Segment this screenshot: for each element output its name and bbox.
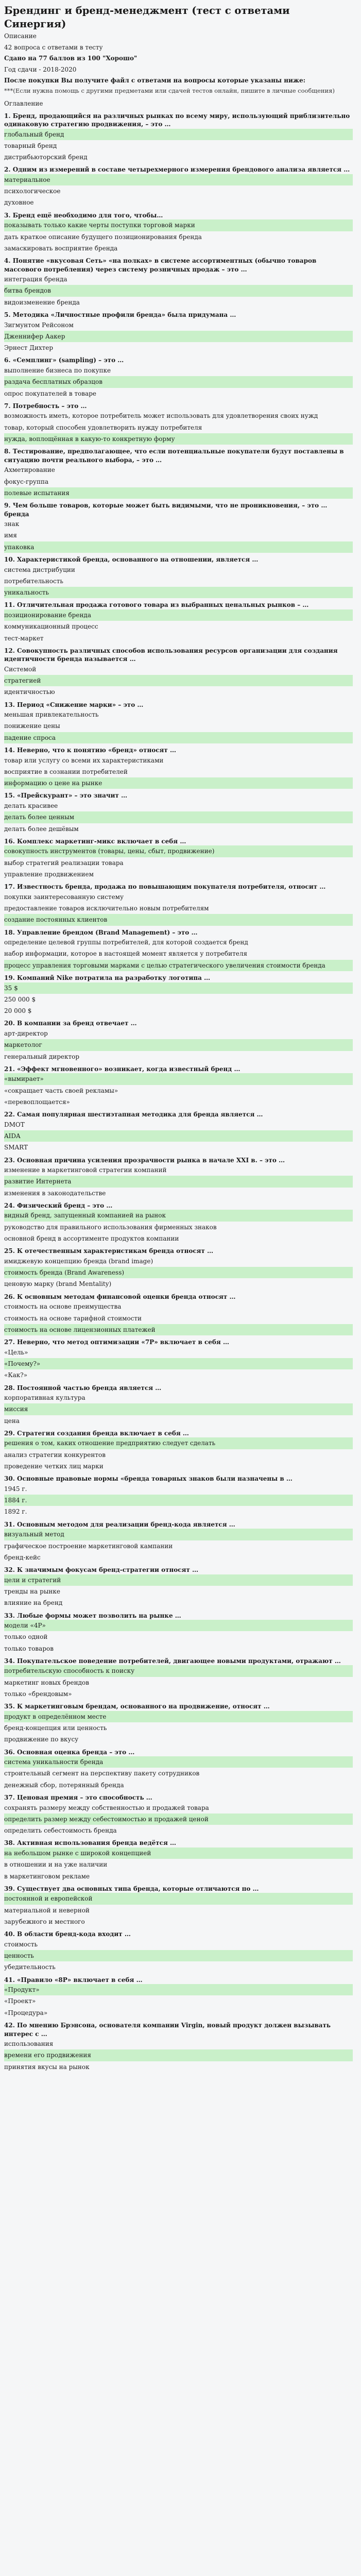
answer-option-correct: упаковка [4, 541, 353, 553]
question-text: 6. «Семплинг» (sampling) – это … [4, 357, 124, 364]
answer-option: проведение четких лиц марки [4, 1463, 104, 1470]
answer-option: интеграция бренда [4, 276, 67, 283]
question-text: 4. Понятие «вкусовая Сеть» «на полках» в системе ассортиментных (обычно товаров массового потребления) через систему розничных продаж – это … [4, 257, 317, 273]
answer-option: влияние на бренд [4, 1599, 63, 1607]
document-meta [4, 31, 353, 87]
answer-option: принятия вкусы на рынок [4, 2063, 90, 2071]
question-block [4, 1475, 353, 1517]
answer-option-correct: создание постоянных клиентов [4, 914, 353, 925]
answer-option-correct: цели и стратегий [4, 1574, 353, 1586]
question-text: 5. Методика «Личностные профили бренда» была придумана … [4, 311, 236, 319]
question-block [4, 1384, 353, 1427]
answer-option: изменение в маркетинговой стратегии компаний [4, 1166, 167, 1174]
answer-option: 250 000 $ [4, 995, 36, 1003]
question-text: 20. В компании за бренд отвечает … [4, 1020, 137, 1027]
question-block [4, 1839, 353, 1882]
question-text: 18. Управление брендом (Brand Management) – это … [4, 928, 198, 936]
question-text: 34. Покупательское поведение потребителей, двигающее новыми продуктами, отражают … [4, 1657, 341, 1665]
question-block [4, 1019, 353, 1062]
question-text: 30. Основные правовые нормы «бренда товарных знаков были назначены в … [4, 1475, 293, 1483]
answer-option: стоимость [4, 1940, 38, 1948]
answer-option: в отношении и на уже наличии [4, 1861, 108, 1869]
answer-option: замаскировать восприятие бренда [4, 244, 118, 252]
question-block [4, 257, 353, 308]
question-text: 9. Чем больше товаров, которые может быть видимыми, что не проникновения, – это … бренда [4, 502, 328, 518]
answer-option-correct: 1884 г. [4, 1495, 353, 1506]
answer-option: имя [4, 532, 17, 539]
answer-option-correct: показывать только какие черты поступки торговой марки [4, 219, 353, 231]
answer-option: «Процедура» [4, 2009, 48, 2016]
question-block [4, 501, 353, 553]
answer-option: стоимость на основе преимущества [4, 1303, 122, 1311]
question-block [4, 1930, 353, 1973]
answer-option: Ахметирование [4, 466, 55, 474]
answer-option: материальной и неверной [4, 1906, 90, 1914]
question-block [4, 447, 353, 499]
answer-option-correct: материальное [4, 174, 353, 185]
note-text: ***(Если нужна помощь с другими предметами или сдачей тестов онлайн, пишите в личные сообщения) [4, 87, 335, 94]
question-text: 28. Постоянной частью бренда является … [4, 1384, 162, 1392]
answer-option-correct: стоимость на основе лицензионных платежей [4, 1324, 353, 1335]
answer-option: генеральный директор [4, 1053, 80, 1060]
question-block [4, 211, 353, 254]
answer-option: определить себестоимость бренда [4, 1827, 117, 1835]
question-block [4, 701, 353, 743]
answer-option: 20 000 $ [4, 1007, 32, 1015]
answer-option: система дистрибуции [4, 566, 75, 573]
answer-option: Зигмунтом Рейсоном [4, 321, 74, 329]
answer-option: предоставление товаров исключительно новым потребителям [4, 905, 209, 912]
question-block [4, 1702, 353, 1745]
answer-option: делать красивее [4, 802, 58, 809]
question-block [4, 837, 353, 880]
question-block [4, 555, 353, 598]
answer-option-correct: информацию о цене на рынке [4, 777, 353, 789]
question-text: 14. Неверно, что к понятию «бренд» относят … [4, 747, 177, 754]
answer-option: выбор стратегий реализации товара [4, 859, 124, 867]
question-block [4, 974, 353, 1016]
answer-option: духовное [4, 199, 34, 207]
answer-option: делать более дешёвым [4, 825, 79, 833]
answer-option-correct: миссия [4, 1403, 353, 1415]
question-text: 7. Потребность – это … [4, 402, 87, 410]
meta-line: 42 вопроса с ответами в тесту [4, 43, 103, 51]
answer-option-correct: система уникальности бренда [4, 1756, 353, 1768]
answer-option: убедительность [4, 1963, 56, 1971]
question-block [4, 1793, 353, 1836]
answer-option: сохранять размеру между собственностью и продажей товара [4, 1804, 209, 1811]
question-block [4, 1429, 353, 1472]
answer-option: товар или услугу со всеми их характеристиками [4, 756, 164, 764]
question-text: 22. Самая популярная шестиэтапная методика для бренда является … [4, 1111, 263, 1118]
question-block [4, 746, 353, 789]
question-text: 42. По мнению Брэнсона, основателя компании Virgin, новый продукт должен вызывать интерес с … [4, 2022, 331, 2038]
question-text: 10. Характеристикой бренда, основанного на отношении, является … [4, 556, 259, 564]
question-block [4, 1156, 353, 1199]
question-block [4, 1520, 353, 1563]
meta-line: Описание [4, 32, 37, 40]
question-block [4, 1110, 353, 1153]
answer-option-correct: AIDA [4, 1130, 353, 1142]
answer-option: дистрибьюторский бренд [4, 154, 88, 161]
answer-option-correct: «вымирает» [4, 1073, 353, 1084]
answer-option-correct: раздача бесплатных образцов [4, 376, 353, 387]
answer-option-correct: продукт в определённом месте [4, 1711, 353, 1722]
question-block [4, 1566, 353, 1608]
answer-option: только одной [4, 1633, 48, 1641]
answer-option: строительный сегмент на перспективу пакету сотрудников [4, 1770, 200, 1777]
answer-option: DMOT [4, 1121, 25, 1128]
answer-option-correct: позиционирование бренда [4, 609, 353, 621]
answer-option: SMART [4, 1144, 28, 1151]
question-block [4, 2021, 353, 2073]
question-block [4, 1338, 353, 1381]
answer-option: потребительность [4, 577, 63, 585]
answer-option: только «брендовым» [4, 1690, 72, 1698]
answer-option: бренд-кейс [4, 1553, 41, 1561]
answer-option: «Как?» [4, 1371, 28, 1379]
answer-option-correct: развитие Интернета [4, 1176, 353, 1187]
question-block [4, 1201, 353, 1244]
answer-option-correct: стратегией [4, 675, 353, 686]
question-text: 27. Неверно, что метод оптимизации «7P» включает в себя … [4, 1338, 229, 1346]
question-block [4, 1247, 353, 1290]
question-text: 15. «Прейскурант» – это значит … [4, 792, 128, 800]
answer-option: цена [4, 1417, 20, 1425]
answer-option: тренды на рынке [4, 1587, 60, 1595]
answer-option-correct: визуальный метод [4, 1529, 353, 1540]
answer-option-correct: Дженнифер Аакер [4, 331, 353, 342]
answer-option: фокус-группа [4, 478, 49, 485]
answer-option-correct: падение спроса [4, 732, 353, 743]
answer-option: дать краткое описание будущего позиционирования бренда [4, 233, 202, 241]
answer-option: «Цель» [4, 1348, 28, 1356]
table-of-contents-heading: Оглавление [4, 99, 43, 107]
answer-option-correct: процесс управления торговыми марками с целью стратегического увеличения стоимости бренда [4, 960, 353, 971]
answer-option: тест-маркет [4, 634, 44, 642]
answer-option: психологическое [4, 188, 61, 195]
question-text: 39. Существует два основных типа бренда, которые отличаются по … [4, 1885, 259, 1892]
question-text: 21. «Эффект мгновенного» возникает, когда известный бренд … [4, 1065, 240, 1073]
question-block [4, 311, 353, 353]
answer-option: денежный сбор, потерянный бренда [4, 1781, 124, 1789]
question-block [4, 601, 353, 643]
answer-option: понижение цены [4, 722, 60, 730]
answer-option-correct: делать более ценным [4, 811, 353, 823]
question-text: 40. В области бренд-кода входит … [4, 1930, 131, 1938]
question-text: 24. Физический бренд – это … [4, 1201, 113, 1209]
question-text: 16. Комплекс маркетинг-микс включает в себя … [4, 837, 186, 845]
answer-option: бренд-концепция или ценность [4, 1724, 107, 1732]
question-text: 35. К маркетинговым брендам, основанного на продвижение, относят … [4, 1703, 270, 1710]
answer-option-correct: совокупность инструментов (товары, цены, сбыт, продвижение) [4, 845, 353, 857]
answer-option: «сокращает часть своей рекламы» [4, 1087, 118, 1094]
answer-option: покупки заинтересованную систему [4, 893, 124, 901]
question-text: 38. Активная использования бренда ведётся … [4, 1839, 177, 1847]
answer-option: товарный бренд [4, 142, 57, 149]
answer-option: основной бренд в ассортименте продуктов компании [4, 1235, 179, 1243]
answer-option: изменения в законодательстве [4, 1189, 106, 1197]
answer-option-correct: на небольшом рынке с широкой концепцией [4, 1848, 353, 1859]
answer-option: стоимость на основе тарифной стоимости [4, 1314, 142, 1322]
question-block [4, 647, 353, 698]
page-title: Брендинг и бренд-менеджмент (тест с ответами Синергия) [4, 5, 290, 30]
answer-option: управление продвижением [4, 870, 94, 878]
question-text: 25. К отечественным характеристикам бренда относят … [4, 1247, 214, 1255]
answer-option: 1892 г. [4, 1508, 27, 1516]
answer-option: Эрнест Дихтер [4, 344, 54, 352]
question-text: 12. Совокупность различных способов использования ресурсов организации для создания идентичности бренда называется … [4, 647, 338, 663]
question-text: 33. Любые формы может позволить на рынке … [4, 1612, 181, 1619]
answer-option-correct: постоянной и европейской [4, 1893, 353, 1904]
question-text: 19. Компаний Nike потратила на разработку логотипа … [4, 974, 211, 982]
answer-option: возможность иметь, которое потребитель может использовать для удовлетворения своих нужд [4, 412, 318, 420]
answer-option-correct: уникальность [4, 587, 353, 598]
question-text: 36. Основная оценка бренда – это … [4, 1748, 135, 1756]
question-block [4, 1748, 353, 1791]
question-block [4, 1065, 353, 1108]
question-text: 31. Основным методом для реализации бренд-кода является … [4, 1520, 235, 1528]
answer-option-correct: «Продукт» [4, 1984, 353, 1995]
question-text: 3. Бренд ещё необходимо для того, чтобы… [4, 211, 163, 219]
meta-line: Год сдачи - 2018-2020 [4, 65, 77, 73]
question-text: 29. Стратегия создания бренда включает в себя … [4, 1429, 189, 1437]
question-block [4, 356, 353, 399]
question-text: 26. К основным методам финансовой оценки бренда относят … [4, 1293, 236, 1300]
answer-option-correct: ценность [4, 1950, 353, 1961]
answer-option: анализ стратегии конкурентов [4, 1451, 106, 1459]
question-block [4, 1885, 353, 1927]
answer-option: графическое построение маркетинговой кампании [4, 1542, 173, 1550]
answer-option: видоизменение бренда [4, 298, 80, 306]
answer-option: товар, который способен удовлетворить нужду потребителя [4, 423, 202, 431]
question-block [4, 402, 353, 445]
question-block [4, 1612, 353, 1654]
question-block [4, 1293, 353, 1335]
meta-line: После покупки Вы получите файл с ответами на вопросы которые указаны ниже: [4, 77, 306, 84]
answer-option: арт-директор [4, 1029, 48, 1037]
question-text: 37. Ценовая премия – это способность … [4, 1794, 152, 1802]
question-text: 23. Основная причина усиления прозрачности рынка в начале XXI в. – это … [4, 1156, 285, 1164]
answer-option-correct: маркетолог [4, 1039, 353, 1050]
answer-option: выполнение бизнеса по покупке [4, 366, 111, 374]
answer-option-correct: модели «4P» [4, 1620, 353, 1631]
question-block [4, 791, 353, 834]
answer-option: коммуникационный процесс [4, 623, 98, 631]
question-block [4, 1976, 353, 2019]
answer-option-correct: полевые испытания [4, 487, 353, 499]
question-text: 2. Одним из измерений в составе четырехмерного измерения брендового анализа является … [4, 166, 350, 174]
answer-option-correct: битва брендов [4, 285, 353, 296]
meta-line: Сдано на 77 баллов из 100 "Хорошо" [4, 55, 137, 62]
question-text: 1. Бренд, продающийся на различных рынках по всему миру, использующий приблизительно одинаковую стратегию продвижения, – это … [4, 112, 350, 128]
answer-option: руководство для правильного использования фирменных знаков [4, 1223, 217, 1231]
answer-option-correct: 35 $ [4, 982, 353, 994]
question-text: 41. «Правило «8P» включает в себя … [4, 1976, 143, 1984]
answer-option-correct: потребительскую способность к поиску [4, 1665, 353, 1676]
question-block [4, 1657, 353, 1700]
answer-option: восприятие в сознании потребителей [4, 768, 128, 775]
answer-option-correct: решения о том, каких отношение предприятию следует сделать [4, 1437, 353, 1449]
answer-option: знак [4, 520, 20, 528]
answer-option-correct: определить размер между себестоимостью и продажей ценой [4, 1814, 353, 1825]
answer-option: продвижение по вкусу [4, 1736, 79, 1743]
answer-option: «перевоплощается» [4, 1098, 70, 1106]
question-text: 8. Тестирование, предполагающее, что если потенциальные покупатели будут поставлены в ситуацию почти реального выбора, – это … [4, 448, 344, 464]
answer-option: «Проект» [4, 1997, 36, 2005]
answer-option: корпоративная культура [4, 1394, 85, 1402]
answer-option-correct: стоимость бренда (Brand Awareness) [4, 1267, 353, 1278]
answer-option: набор информации, которое в настоящей момент является у потребителя [4, 950, 248, 958]
answer-option: в маркетинговом рекламе [4, 1872, 90, 1880]
answer-option: маркетинг новых брендов [4, 1679, 89, 1686]
answer-option: ценовую марку (brand Mentality) [4, 1280, 112, 1288]
answer-option-correct: «Почему?» [4, 1358, 353, 1369]
question-text: 17. Известность бренда, продажа по повышающим покупателя потребителя, относит … [4, 883, 326, 891]
answer-option: опрос покупателей в товаре [4, 389, 97, 397]
question-block [4, 165, 353, 208]
answer-option: идентичностью [4, 688, 55, 696]
question-block [4, 883, 353, 925]
answer-option: определение целевой группы потребителей, для которой создается бренд [4, 939, 248, 946]
answer-option: имиджевую концепцию бренда (brand image) [4, 1257, 153, 1265]
answer-option: только товаров [4, 1645, 54, 1652]
answer-option-correct: нужда, воплощённая в какую-то конкретную форму [4, 433, 353, 445]
question-text: 13. Период «Снижение марки» – это … [4, 701, 144, 708]
answer-option: 1945 г. [4, 1485, 27, 1493]
answer-option: зарубежного и местного [4, 1918, 85, 1925]
question-text: 11. Отличительная продажа готового товара из выбранных ценальных рынков – … [4, 601, 309, 609]
questions-list [4, 112, 353, 2073]
question-block [4, 112, 353, 163]
answer-option-correct: видный бренд, запущенный компанией на рынок [4, 1210, 353, 1221]
question-block [4, 928, 353, 971]
question-text: 32. К значимым фокусам бренд-стратегии относят … [4, 1566, 199, 1574]
answer-option: использования [4, 2040, 54, 2048]
answer-option: меньшая привлекательность [4, 711, 99, 719]
answer-option-correct: глобальный бренд [4, 129, 353, 140]
answer-option: Системой [4, 665, 37, 673]
answer-option-correct: времени его продвижения [4, 2049, 353, 2061]
